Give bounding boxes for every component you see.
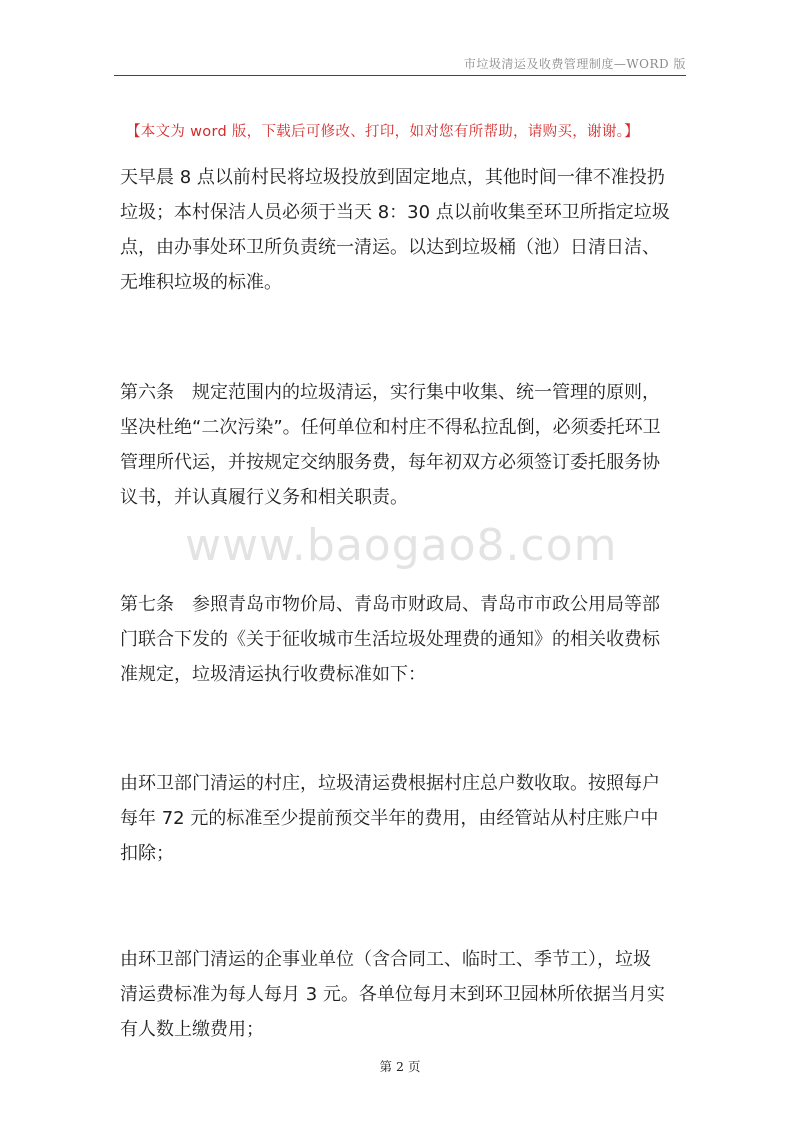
paragraph-article-6 (120, 375, 682, 515)
paragraph-line: 由环卫部门清运的村庄，垃圾清运费根据村庄总户数收取。按照每户 (120, 773, 660, 794)
purchase-notice: 【本文为 word 版，下载后可修改、打印，如对您有所帮助，请购买，谢谢。】 (126, 124, 640, 140)
paragraph-line: 扣除； (120, 843, 174, 864)
paragraph-line: 管理所代运，并按规定交纳服务费，每年初双方必须签订委托服务协 (120, 452, 660, 473)
page-number: 第 2 页 (379, 1059, 421, 1074)
paragraph-line: 每年 72 元的标准至少提前预交半年的费用，由经管站从村庄账户中 (120, 808, 659, 829)
paragraph-line: 准规定，垃圾清运执行收费标准如下： (120, 664, 426, 685)
paragraph-line: 门联合下发的《关于征收城市生活垃圾处理费的通知》的相关收费标 (120, 629, 660, 650)
paragraph-line: 清运费标准为每人每月 3 元。各单位每月末到环卫园林所依据当月实 (120, 984, 665, 1005)
paragraph-village-fee (120, 766, 682, 871)
paragraph-line: 有人数上缴费用； (120, 1019, 264, 1040)
paragraph-line: 天早晨 8 点以前村民将垃圾投放到固定地点，其他时间一律不准投扔 (120, 167, 665, 188)
paragraph-line: 无堆积垃圾的标准。 (120, 272, 282, 293)
paragraph-line: 坚决杜绝“二次污染”。任何单位和村庄不得私拉乱倒，必须委托环卫 (120, 417, 661, 438)
paragraph-line: 第六条 规定范围内的垃圾清运，实行集中收集、统一管理的原则， (120, 382, 660, 403)
paragraph-line: 议书，并认真履行义务和相关职责。 (120, 487, 408, 508)
paragraph-1 (120, 160, 682, 300)
paragraph-enterprise-fee (120, 942, 682, 1047)
paragraph-line: 第七条 参照青岛市物价局、青岛市财政局、青岛市市政公用局等部 (120, 594, 660, 615)
paragraph-line: 由环卫部门清运的企事业单位（含合同工、临时工、季节工），垃圾 (120, 949, 651, 970)
paragraph-article-7 (120, 587, 682, 692)
watermark-text: www.baogao8.com (185, 520, 618, 571)
document-header-title: 市垃圾清运及收费管理制度—WORD 版 (463, 57, 686, 71)
header-divider (114, 75, 686, 76)
paragraph-line: 点，由办事处环卫所负责统一清运。以达到垃圾桶（池）日清日洁、 (120, 237, 660, 258)
paragraph-line: 垃圾；本村保洁人员必须于当天 8：30 点以前收集至环卫所指定垃圾 (120, 202, 670, 223)
